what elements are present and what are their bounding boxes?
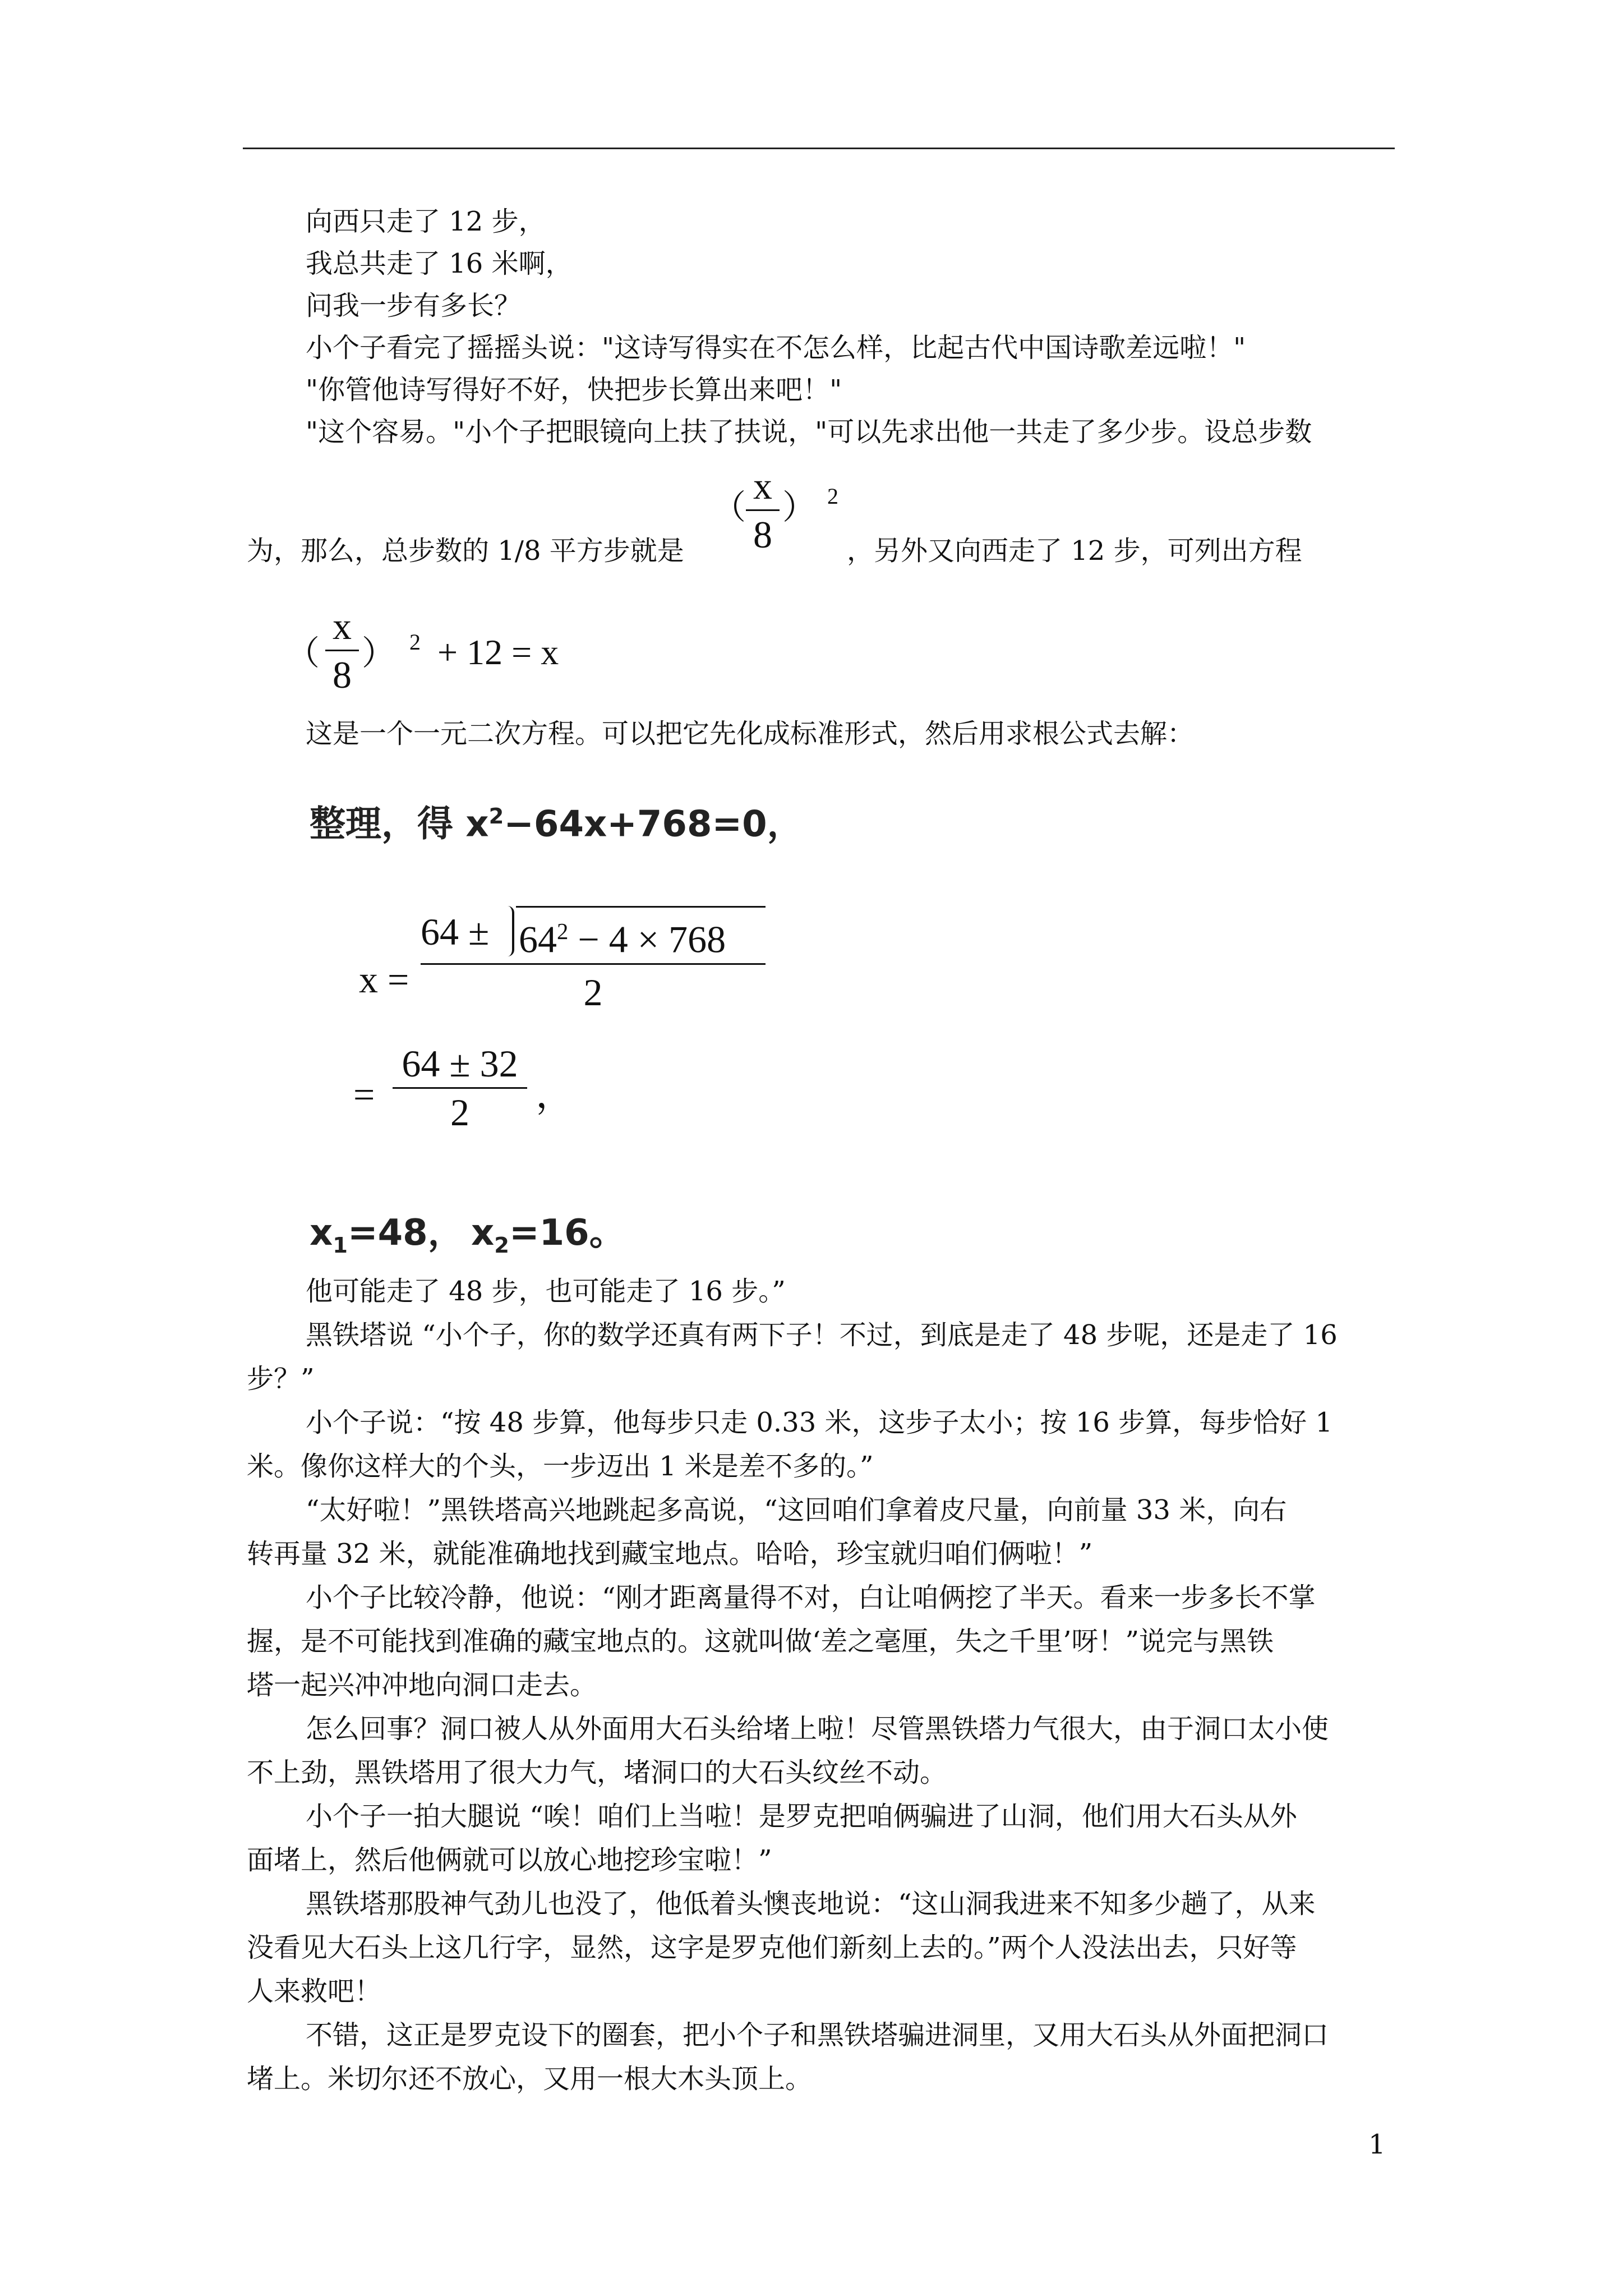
fraction-denominator: 8 <box>753 513 772 556</box>
text-line: 不上劲，黑铁塔用了很大力气，堵洞口的大石头纹丝不动。 <box>247 1757 947 1788</box>
x1-val: =48， <box>348 1212 464 1254</box>
text-line: 面堵上，然后他俩就可以放心地挖珍宝啦！” <box>247 1844 772 1876</box>
x1-sub: 1 <box>333 1232 348 1258</box>
radical-overline <box>516 906 766 908</box>
left-paren: （ <box>286 635 320 672</box>
x2-var: x <box>471 1212 495 1254</box>
text-line: 小个子说：“按 48 步算，他每步只走 0.33 米，这步子太小；按 16 步算，每步恰好 1 <box>306 1407 1332 1438</box>
text-line: 塔一起兴冲冲地向洞口走去。 <box>247 1669 597 1701</box>
text-line: 他可能走了 48 步，也可能走了 16 步。” <box>306 1276 786 1307</box>
radicand-base: 64 <box>519 918 557 961</box>
text-line: 我总共走了 16 米啊， <box>306 248 573 279</box>
formula-numerator <box>421 912 489 952</box>
page-number: 1 <box>1368 2129 1386 2160</box>
left-paren: （ <box>712 489 746 526</box>
text-line: 堵上。米切尔还不放心，又用一根大木头顶上。 <box>247 2063 813 2095</box>
x1-var: x <box>310 1212 333 1254</box>
root-x1 <box>310 1212 464 1267</box>
rearranged-equation <box>310 795 803 845</box>
text-line: 握，是不可能找到准确的藏宝地点的。这就叫做‘差之毫厘，失之千里’呀！”说完与黑铁 <box>247 1626 1274 1657</box>
fraction-numerator: x <box>753 464 772 507</box>
text-line: 小个子一拍大腿说 “唉！咱们上当啦！是罗克把咱俩骗进了山洞，他们用大石头从外 <box>306 1801 1297 1832</box>
simplified-numerator: 64 ± 32 <box>402 1042 518 1085</box>
text-line: 向西只走了 12 步， <box>306 206 546 237</box>
exponent: 2 <box>409 629 421 655</box>
text-line: "这个容易。"小个子把眼镜向上扶了扶说，"可以先求出他一共走了多少步。设总步数 <box>306 416 1312 448</box>
fraction-x-over-8 <box>746 466 780 555</box>
x2-val: =16。 <box>509 1212 625 1254</box>
fraction-denominator: 8 <box>333 654 352 696</box>
text-line: 黑铁塔说 “小个子，你的数学还真有两下子！不过，到底是走了 48 步呢，还是走了 16 <box>306 1319 1338 1351</box>
text-line: 转再量 32 米，就能准确地找到藏宝地点。哈哈，珍宝就归咱们俩啦！” <box>247 1538 1093 1570</box>
text-line: ，另外又向西走了 12 步，可列出方程 <box>847 535 1302 567</box>
radicand-exp: 2 <box>557 919 569 944</box>
text-line: 怎么回事？洞口被人从外面用大石头给堵上啦！尽管黑铁塔力气很大，由于洞口太小使 <box>306 1713 1329 1745</box>
fraction-bar <box>325 650 359 651</box>
rearranged-rest: −64x+768=0， <box>504 803 803 845</box>
text-line: “太好啦！”黑铁塔高兴地跳起多高说，“这回咱们拿着皮尺量，向前量 33 米，向右 <box>306 1494 1287 1526</box>
fraction-bar <box>421 963 766 965</box>
text-line: 小个子比较冷静，他说：“刚才距离量得不对，白让咱俩挖了半天。看来一步多长不掌 <box>306 1582 1316 1613</box>
text-line: 为，那么，总步数的 1/8 平方步就是 <box>247 535 684 567</box>
rearranged-prefix: 整理，得 x <box>310 803 489 845</box>
text-line: 不错，这正是罗克设下的圈套，把小个子和黑铁塔骗进洞里，又用大石头从外面把洞口 <box>306 2019 1329 2051</box>
radicand-rest: − 4 × 768 <box>568 918 726 961</box>
text-line: 问我一步有多长？ <box>306 290 522 321</box>
radicand <box>519 912 726 960</box>
text-line: 这是一个一元二次方程。可以把它先化成标准形式，然后用求根公式去解： <box>306 718 1195 749</box>
right-paren: ） <box>782 489 816 526</box>
simplified-denominator: 2 <box>450 1091 469 1134</box>
exponent: 2 <box>827 484 838 509</box>
right-paren: ） <box>362 635 395 672</box>
text-line: 没看见大石头上这几行字，显然，这字是罗克他们新刻上去的。”两个人没法出去，只好等 <box>247 1932 1297 1963</box>
simplified-fraction <box>393 1043 527 1133</box>
formula-denominator: 2 <box>583 971 603 1014</box>
x-equals: x = <box>359 958 409 1001</box>
header-rule <box>243 148 1395 149</box>
comma: ， <box>536 1073 574 1116</box>
text-line: 小个子看完了摇摇头说："这诗写得实在不怎么样，比起古代中国诗歌差远啦！" <box>306 332 1246 364</box>
equals: = <box>353 1073 375 1116</box>
text-line: 步？” <box>247 1363 315 1395</box>
fraction-bar <box>746 509 780 511</box>
fraction-x-over-8 <box>325 606 359 695</box>
fraction-numerator: x <box>333 605 352 647</box>
equation-rest: + 12 = x <box>437 632 559 672</box>
root-x2 <box>471 1212 625 1267</box>
radical-sign <box>508 906 514 956</box>
rearranged-exp: 2 <box>488 804 504 829</box>
x2-sub: 2 <box>494 1232 509 1258</box>
fraction-bar <box>393 1087 527 1089</box>
root-prefix: 64 ± <box>421 910 490 953</box>
text-line: 黑铁塔那股神气劲儿也没了，他低着头懊丧地说：“这山洞我进来不知多少趟了，从来 <box>306 1888 1316 1920</box>
text-line: 米。像你这样大的个头，一步迈出 1 米是差不多的。” <box>247 1451 874 1482</box>
quadratic-formula <box>421 912 766 1024</box>
text-line: "你管他诗写得好不好，快把步长算出来吧！" <box>306 374 842 406</box>
text-line: 人来救吧！ <box>247 1976 382 2007</box>
